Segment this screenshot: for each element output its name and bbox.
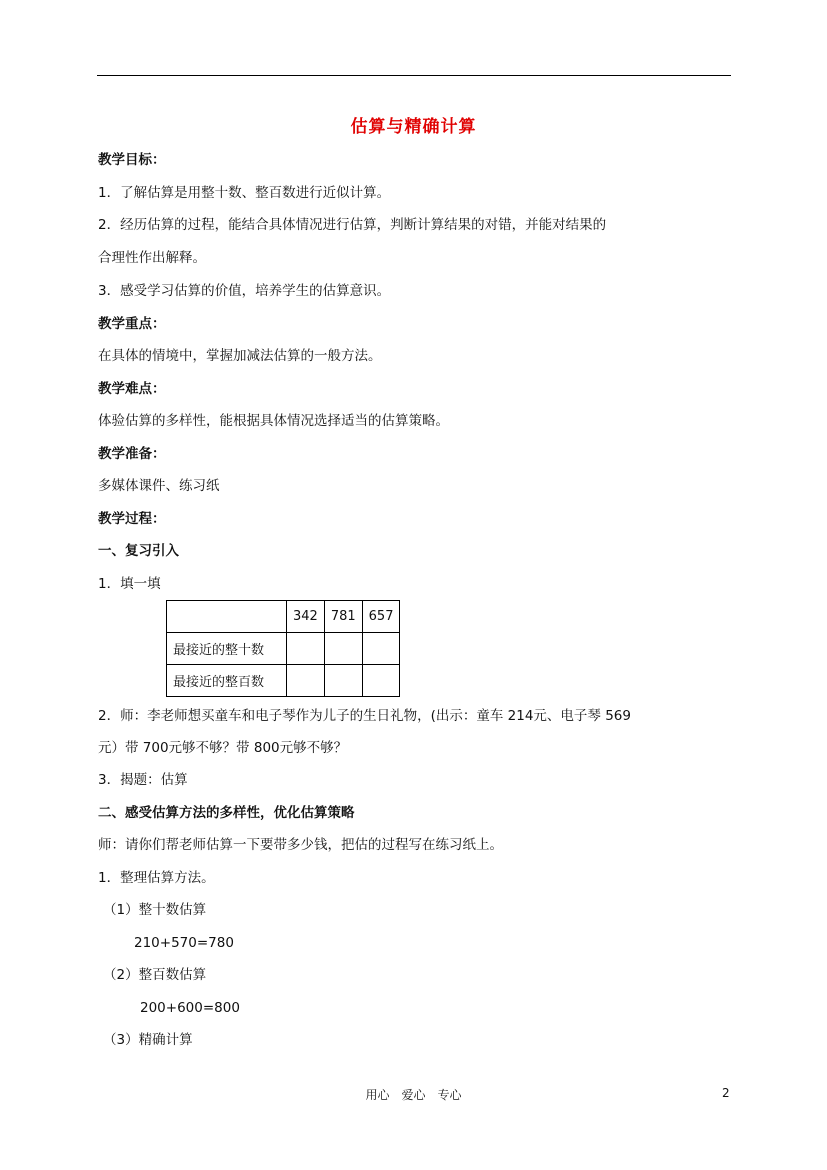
table-cell bbox=[167, 601, 287, 633]
header-rule bbox=[97, 75, 731, 76]
fill-in-table bbox=[166, 600, 400, 697]
objective-2: 2．经历估算的过程，能结合具体情况进行估算，判断计算结果的对错，并能对结果的 bbox=[98, 217, 607, 233]
method-tens: （1）整十数估算 bbox=[103, 902, 207, 918]
objective-3: 3．感受学习估算的价值，培养学生的估算意识。 bbox=[98, 283, 391, 299]
page-footer: 用心 爱心 专心 bbox=[365, 1088, 462, 1102]
page-number: 2 bbox=[722, 1086, 730, 1100]
table-cell bbox=[287, 633, 325, 665]
objective-2-cont: 合理性作出解释。 bbox=[98, 250, 206, 266]
teacher-instruction: 师：请你们帮老师估算一下要带多少钱，把估的过程写在练习纸上。 bbox=[98, 837, 503, 853]
focus-text: 在具体的情境中，掌握加减法估算的一般方法。 bbox=[98, 348, 382, 364]
table-header-row bbox=[167, 601, 400, 633]
table-header-cell: 657 bbox=[362, 601, 400, 633]
section-heading-difficulty: 教学难点： bbox=[98, 381, 166, 397]
row-label: 最接近的整十数 bbox=[167, 633, 287, 665]
objective-1: 1．了解估算是用整十数、整百数进行近似计算。 bbox=[98, 185, 391, 201]
table-header-cell: 342 bbox=[287, 601, 325, 633]
preparation-text: 多媒体课件、练习纸 bbox=[98, 478, 220, 494]
step-teacher-question: 2．师：李老师想买童车和电子琴作为儿子的生日礼物，(出示：童车 214元、电子琴 569 bbox=[98, 708, 631, 724]
step-teacher-question-cont: 元）带 700元够不够？带 800元够不够？ bbox=[98, 740, 348, 756]
part-2-heading: 二、感受估算方法的多样性，优化估算策略 bbox=[98, 805, 355, 821]
table-header-cell: 781 bbox=[324, 601, 362, 633]
table-cell bbox=[324, 665, 362, 697]
table-cell bbox=[287, 665, 325, 697]
table-row bbox=[167, 665, 400, 697]
table-cell bbox=[362, 633, 400, 665]
equation-hundreds: 200+600=800 bbox=[140, 1000, 240, 1016]
difficulty-text: 体验估算的多样性，能根据具体情况选择适当的估算策略。 bbox=[98, 413, 449, 429]
table-cell bbox=[362, 665, 400, 697]
part-1-heading: 一、复习引入 bbox=[98, 543, 179, 559]
row-label: 最接近的整百数 bbox=[167, 665, 287, 697]
section-heading-focus: 教学重点： bbox=[98, 316, 166, 332]
section-heading-preparation: 教学准备： bbox=[98, 446, 166, 462]
section-heading-objectives: 教学目标： bbox=[98, 152, 166, 168]
table-cell bbox=[324, 633, 362, 665]
method-hundreds: （2）整百数估算 bbox=[103, 967, 207, 983]
section-heading-process: 教学过程： bbox=[98, 511, 166, 527]
method-exact: （3）精确计算 bbox=[103, 1032, 193, 1048]
step-reveal-topic: 3．揭题：估算 bbox=[98, 772, 188, 788]
document-title: 估算与精确计算 bbox=[350, 117, 477, 137]
equation-tens: 210+570=780 bbox=[134, 935, 234, 951]
step-organize-methods: 1．整理估算方法。 bbox=[98, 870, 215, 886]
table-row bbox=[167, 633, 400, 665]
step-fill-in: 1．填一填 bbox=[98, 576, 161, 592]
